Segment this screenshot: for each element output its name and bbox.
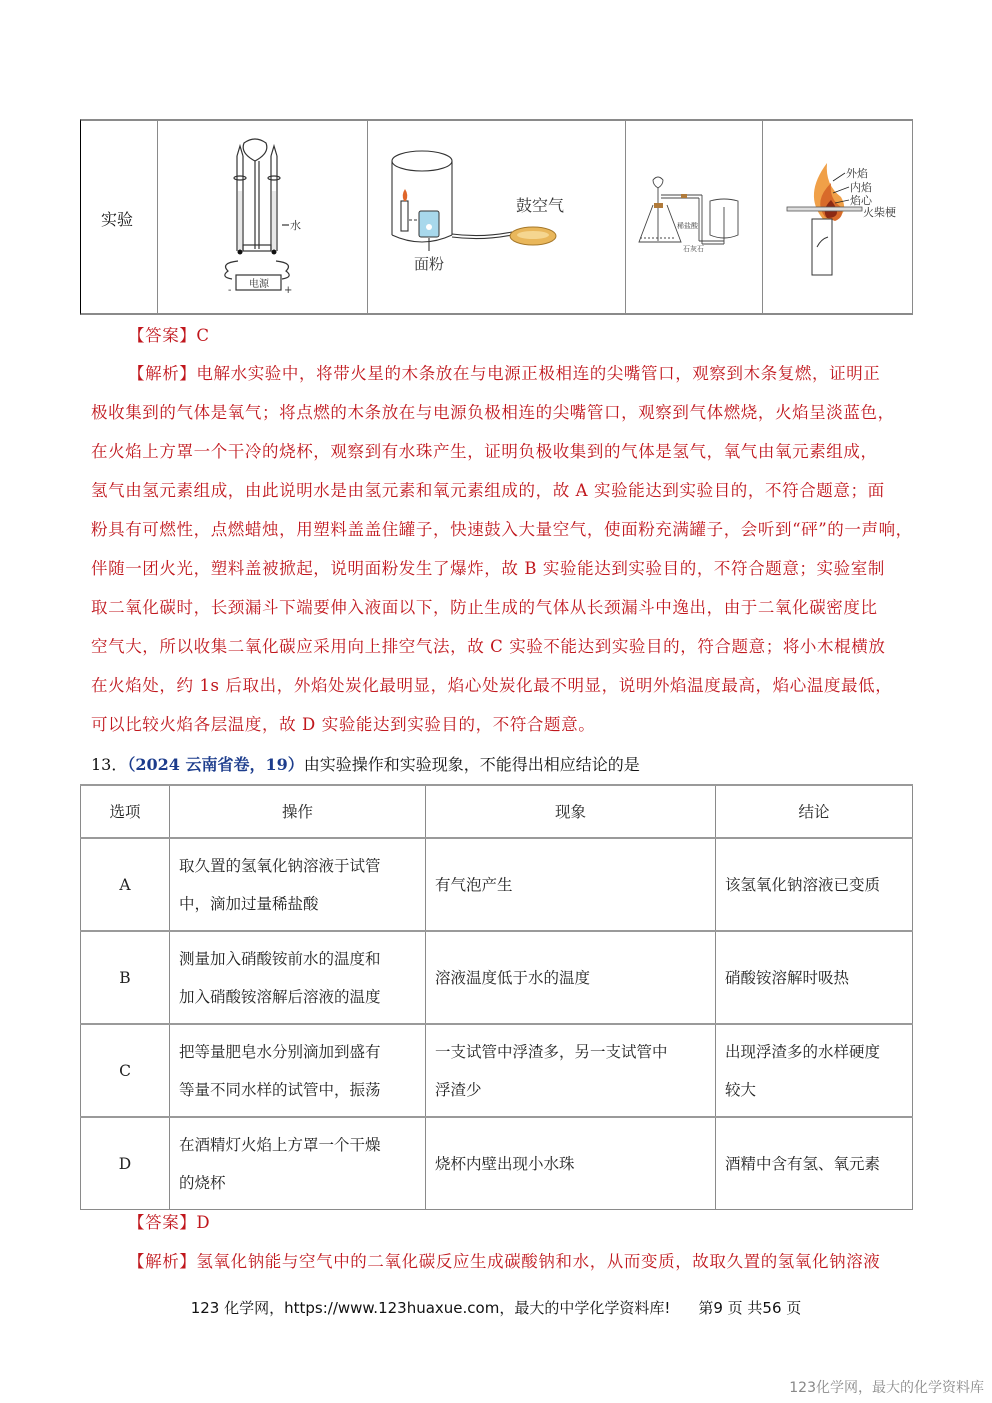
- cell-line: 的烧杯: [179, 1173, 226, 1192]
- cell-line: 出现浮渣多的水样硬度: [725, 1042, 881, 1061]
- q12-analysis-line: 伴随一团火光，塑料盖被掀起，说明面粉发生了爆炸，故 B 实验能达到实验目的，不符合题意；实验室制: [91, 559, 885, 578]
- conclusion-cell: [716, 931, 913, 1024]
- header-operation: 操作: [170, 785, 426, 838]
- diagram-electrolysis: [158, 121, 368, 313]
- diagram-co2-collection: [626, 121, 763, 313]
- header-phenomenon: 现象: [426, 785, 716, 838]
- operation-cell: [170, 931, 426, 1024]
- q12-analysis-line: 极收集到的气体是氧气；将点燃的木条放在与电源负极相连的尖嘴管口，观察到气体燃烧，火焰呈淡蓝色，: [91, 403, 895, 422]
- phenomenon-cell: [426, 838, 716, 931]
- q13-analysis-line: [128, 1252, 948, 1272]
- operation-cell: [170, 838, 426, 931]
- q12-analysis-line: 氢气由氢元素组成，由此说明水是由氢元素和氧元素组成的，故 A 实验能达到实验目的，不符合题意；面: [91, 481, 885, 500]
- page-footer: [0, 1297, 992, 1318]
- conclusion-cell: [716, 838, 913, 931]
- experiment-label-cell: [81, 121, 158, 313]
- watermark: 123化学网，最大的化学资料库: [789, 1380, 984, 1396]
- footer-site: 123 化学网，https://www.123huaxue.com，最大的中学化学资料库!: [190, 1299, 671, 1317]
- cell-line: 烧杯内壁出现小水珠: [435, 1154, 575, 1173]
- page-number: 第9 页 共56 页: [698, 1299, 802, 1317]
- table-row: [81, 1024, 913, 1117]
- plus-label: +: [284, 285, 293, 296]
- q12-analysis-line: 可以比较火焰各层温度，故 D 实验能达到实验目的，不符合题意。: [91, 715, 596, 734]
- cell-line: 有气泡产生: [435, 875, 513, 894]
- cell-line: 浮渣少: [435, 1080, 482, 1099]
- q12-analysis-line: 取二氧化碳时，长颈漏斗下端要伸入液面以下，防止生成的气体从长颈漏斗中逸出，由于二氧化碳密度比: [91, 598, 878, 617]
- cell-line: 该氢氧化钠溶液已变质: [725, 875, 881, 894]
- conclusion-cell: [716, 1024, 913, 1117]
- answer-value: D: [196, 1213, 211, 1232]
- co2-collection-apparatus-icon: [626, 121, 762, 313]
- table-row: [81, 1117, 913, 1210]
- flour-explosion-apparatus-icon: [368, 121, 625, 313]
- answer-value: C: [196, 326, 210, 345]
- experiment-row-label: 实验: [101, 210, 134, 229]
- blow-air-label: 鼓空气: [516, 196, 565, 215]
- question-number: 13．: [91, 755, 128, 774]
- cell-line: 一支试管中浮渣多，另一支试管中: [435, 1042, 668, 1061]
- water-label: 水: [290, 219, 301, 232]
- phenomenon-cell: [426, 1117, 716, 1210]
- q13-options-table: [80, 784, 913, 1210]
- cell-line: 加入硝酸铵溶解后溶液的温度: [179, 987, 381, 1006]
- cell-line: 硝酸铵溶解时吸热: [725, 968, 850, 987]
- cell-line: 溶液温度低于水的温度: [435, 968, 591, 987]
- question-source: （2024 云南省卷，19）: [127, 755, 304, 774]
- diagram-flame-layers: [763, 121, 914, 313]
- analysis-text: 氢氧化钠能与空气中的二氧化碳反应生成碳酸钠和水，从而变质，故取久置的氢氧化钠溶液: [196, 1252, 881, 1271]
- analysis-text: 电解水实验中，将带火星的木条放在与电源正极相连的尖嘴管口，观察到木条复燃，证明正: [196, 364, 881, 383]
- cell-line: 在酒精灯火焰上方罩一个干燥: [179, 1135, 381, 1154]
- question-text: 由实验操作和实验现象，不能得出相应结论的是: [303, 755, 640, 774]
- q12-analysis-line: 在火焰上方罩一个干冷的烧杯，观察到有水珠产生，证明负极收集到的气体是氢气，氧气由氧元素组成，: [91, 442, 878, 461]
- phenomenon-cell: [426, 931, 716, 1024]
- table-header-row: [81, 785, 913, 838]
- table-row: [81, 838, 913, 931]
- matchstick-label: 火柴梗: [863, 206, 896, 219]
- analysis-tag: 【解析】: [128, 1252, 197, 1271]
- option-cell: D: [81, 1117, 170, 1210]
- operation-cell: [170, 1024, 426, 1117]
- q12-answer: [128, 326, 948, 346]
- acid-label: 稀盐酸: [677, 222, 698, 230]
- cell-line: 较大: [725, 1080, 757, 1099]
- diagram-flour-explosion: [368, 121, 626, 313]
- flame-layers-icon: [763, 121, 913, 313]
- table-row: [81, 931, 913, 1024]
- answer-tag: 【答案】: [128, 326, 197, 345]
- cell-line: 等量不同水样的试管中，振荡: [179, 1080, 381, 1099]
- conclusion-cell: [716, 1117, 913, 1210]
- answer-tag: 【答案】: [128, 1213, 197, 1232]
- flame-core-label: 焰心: [850, 194, 872, 207]
- option-cell: C: [81, 1024, 170, 1117]
- header-option: 选项: [81, 785, 170, 838]
- option-cell: B: [81, 931, 170, 1024]
- electrolysis-apparatus-icon: [158, 121, 367, 313]
- cell-line: 酒精中含有氢、氧元素: [725, 1154, 881, 1173]
- experiment-table: [80, 119, 913, 315]
- cell-line: 测量加入硝酸铵前水的温度和: [179, 949, 381, 968]
- minus-label: -: [228, 285, 232, 296]
- outer-flame-label: 外焰: [846, 167, 868, 180]
- q12-analysis-line: 空气大，所以收集二氧化碳应采用向上排空气法，故 C 实验不能达到实验目的，符合题意；将小木棍横放: [91, 637, 886, 656]
- option-cell: A: [81, 838, 170, 931]
- q13-answer: [128, 1213, 948, 1233]
- q12-analysis-line: [128, 364, 948, 384]
- inner-flame-label: 内焰: [850, 181, 872, 194]
- q12-analysis-line: 粉具有可燃性，点燃蜡烛，用塑料盖盖住罐子，快速鼓入大量空气，使面粉充满罐子，会听到“砰”的一声响，: [91, 520, 913, 539]
- power-label: 电源: [249, 279, 269, 290]
- cell-line: 取久置的氢氧化钠溶液于试管: [179, 856, 381, 875]
- q12-analysis-line: 在火焰处，约 1s 后取出，外焰处炭化最明显，焰心处炭化最不明显，说明外焰温度最高，焰心温度最低，: [91, 676, 893, 695]
- phenomenon-cell: [426, 1024, 716, 1117]
- header-conclusion: 结论: [716, 785, 913, 838]
- operation-cell: [170, 1117, 426, 1210]
- cell-line: 把等量肥皂水分别滴加到盛有: [179, 1042, 381, 1061]
- cell-line: 中，滴加过量稀盐酸: [179, 894, 319, 913]
- flour-label: 面粉: [414, 255, 445, 273]
- limestone-label: 石灰石: [683, 245, 704, 253]
- q13-stem: [91, 752, 640, 775]
- analysis-tag: 【解析】: [128, 364, 197, 383]
